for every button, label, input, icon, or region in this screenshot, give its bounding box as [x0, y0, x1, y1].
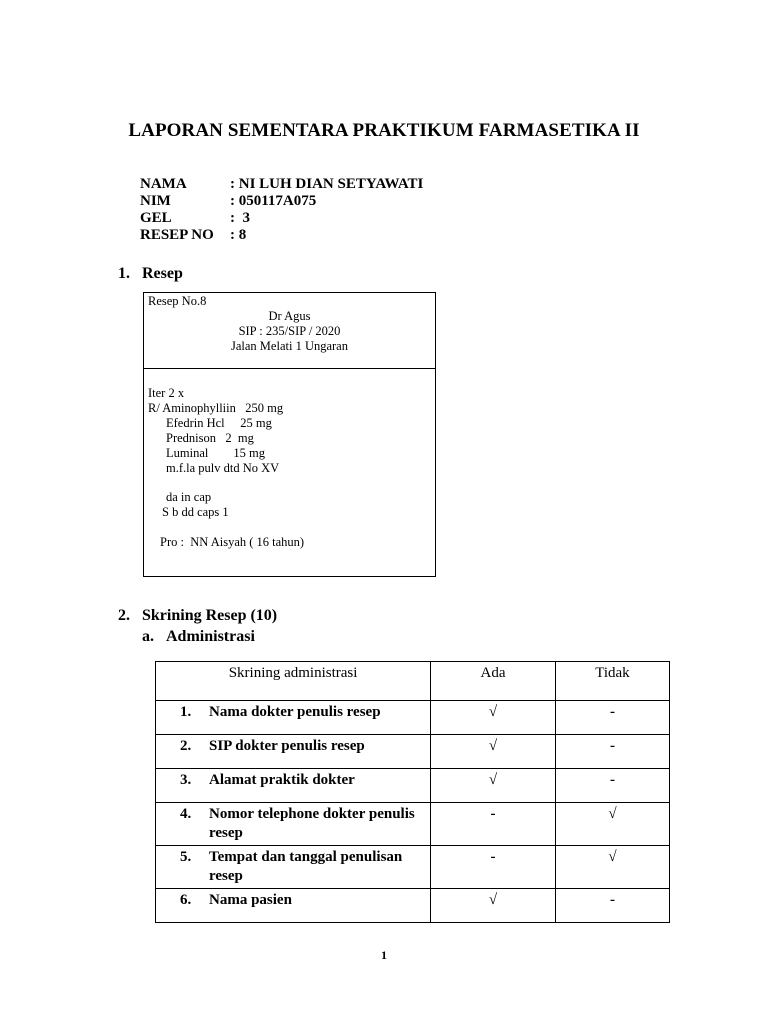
- info-row-nama: [140, 176, 423, 193]
- prescription-address: Jalan Melati 1 Ungaran: [231, 339, 348, 353]
- item-text: Tempat dan tanggal penulisan resep: [209, 849, 403, 884]
- tidak-mark: -: [555, 701, 669, 735]
- section-number: 1.: [118, 265, 130, 282]
- item-cell: [156, 846, 431, 889]
- ada-mark: √: [431, 735, 556, 769]
- item-text: Nama pasien: [209, 892, 292, 908]
- item-cell: [156, 889, 431, 923]
- section-label: Resep: [142, 265, 183, 282]
- item-number: 5.: [180, 849, 192, 865]
- section-heading-resep: [118, 265, 183, 283]
- section-label: Administrasi: [166, 628, 255, 645]
- info-label: NAMA: [140, 176, 187, 192]
- ada-mark: -: [431, 803, 556, 846]
- info-value: : 3: [230, 210, 250, 226]
- section-heading-administrasi: [142, 628, 255, 646]
- tidak-mark: √: [555, 803, 669, 846]
- ada-mark: √: [431, 701, 556, 735]
- screening-table: [155, 661, 670, 923]
- table-row: [156, 889, 670, 923]
- document-title: LAPORAN SEMENTARA PRAKTIKUM FARMASETIKA II: [128, 120, 640, 141]
- prescription-number: Resep No.8: [148, 294, 207, 308]
- prescription-line: m.f.la pulv dtd No XV: [166, 461, 280, 475]
- tidak-mark: -: [555, 889, 669, 923]
- prescription-line: Prednison 2 mg: [166, 431, 254, 445]
- tidak-mark: -: [555, 735, 669, 769]
- prescription-sip: SIP : 235/SIP / 2020: [238, 324, 341, 338]
- prescription-line: da in cap: [166, 490, 212, 504]
- item-number: 1.: [180, 704, 192, 720]
- info-label: GEL: [140, 210, 172, 226]
- prescription-line: Iter 2 x: [148, 386, 185, 400]
- table-row: [156, 769, 670, 803]
- info-row-resep-no: [140, 227, 423, 244]
- section-heading-skrining: [118, 607, 277, 625]
- prescription-header: [144, 293, 435, 369]
- item-number: 3.: [180, 772, 192, 788]
- item-text: Nomor telephone dokter penulis resep: [209, 806, 415, 841]
- info-value: : 8: [230, 227, 247, 243]
- table-row: [156, 803, 670, 846]
- student-info: [140, 176, 423, 244]
- info-label: RESEP NO: [140, 227, 214, 243]
- item-text: Alamat praktik dokter: [209, 772, 355, 788]
- table-header-row: [156, 662, 670, 701]
- prescription-line: R/ Aminophylliin 250 mg: [148, 401, 284, 415]
- ada-mark: √: [431, 889, 556, 923]
- info-row-gel: [140, 210, 423, 227]
- item-number: 4.: [180, 806, 192, 822]
- prescription-line: Luminal 15 mg: [166, 446, 265, 460]
- column-header: Skrining administrasi: [156, 662, 431, 701]
- prescription-line: S b dd caps 1: [162, 505, 229, 519]
- item-number: 2.: [180, 738, 192, 754]
- table-row: [156, 846, 670, 889]
- tidak-mark: √: [555, 846, 669, 889]
- section-number: 2.: [118, 607, 130, 624]
- item-cell: [156, 769, 431, 803]
- ada-mark: √: [431, 769, 556, 803]
- info-label: NIM: [140, 193, 171, 209]
- info-value: : NI LUH DIAN SETYAWATI: [230, 176, 424, 192]
- item-cell: [156, 701, 431, 735]
- tidak-mark: -: [555, 769, 669, 803]
- table-row: [156, 701, 670, 735]
- prescription-line: Efedrin Hcl 25 mg: [166, 416, 272, 430]
- info-value: : 050117A075: [230, 193, 317, 209]
- item-text: SIP dokter penulis resep: [209, 738, 365, 754]
- item-cell: [156, 735, 431, 769]
- prescription-box: [143, 292, 436, 577]
- section-number: a.: [142, 628, 154, 645]
- column-header: Ada: [431, 662, 556, 701]
- item-number: 6.: [180, 892, 192, 908]
- item-cell: [156, 803, 431, 846]
- prescription-doctor: Dr Agus: [268, 309, 311, 323]
- page-number: 1: [381, 948, 387, 962]
- ada-mark: -: [431, 846, 556, 889]
- info-row-nim: [140, 193, 423, 210]
- item-text: Nama dokter penulis resep: [209, 704, 381, 720]
- section-label: Skrining Resep (10): [142, 607, 278, 624]
- column-header: Tidak: [555, 662, 669, 701]
- prescription-patient: Pro : NN Aisyah ( 16 tahun): [160, 535, 305, 549]
- table-row: [156, 735, 670, 769]
